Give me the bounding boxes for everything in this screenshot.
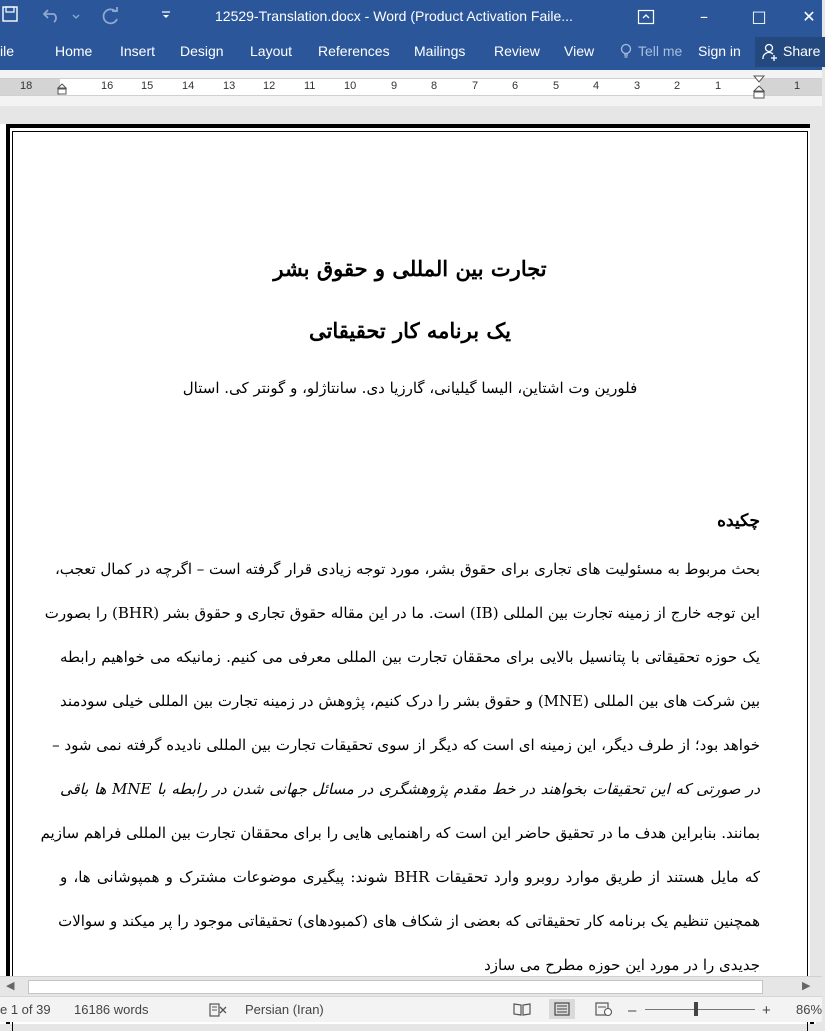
ruler-number: 18 [20,80,33,92]
abstract-line[interactable]: یک حوزه تحقیقاتی با پتانسیل بالایی برای محققان تجارت بین المللی معرفی می کنیم. زمانیکه می خواهیم رابطه [60,648,760,666]
abstract-line[interactable]: جدیدی را در مورد این حوزه مطرح می سازد [484,956,760,974]
document-title[interactable]: تجارت بین المللی و حقوق بشر [273,256,547,281]
zoom-out-button[interactable]: – [628,1002,637,1019]
page-count[interactable]: e 1 of 39 [0,1002,51,1017]
customize-qat-icon[interactable] [160,6,172,28]
zoom-in-button[interactable]: + [762,1002,771,1019]
zoom-slider-thumb[interactable] [694,1002,698,1016]
share-button[interactable] [755,37,825,67]
person-add-icon [761,43,779,66]
document-subtitle[interactable]: یک برنامه کار تحقیقاتی [308,318,512,343]
ruler-number: 6 [512,80,519,92]
tab-layout[interactable]: Layout [250,43,293,59]
ruler-number: 2 [674,80,681,92]
ruler-number: 15 [141,80,154,92]
tab-insert[interactable]: Insert [120,43,156,59]
abstract-line[interactable]: بمانند. بنابراین هدف ما در تحقیق حاضر این است که راهنمایی هایی را برای محققان تجارت بین المللی فراهم سازیم [40,824,760,842]
tab-review[interactable]: Review [494,43,540,59]
minimize-button[interactable]: – [700,7,708,26]
window-title: 12529-Translation.docx - Word (Product Activation Faile... [215,8,573,24]
abstract-heading[interactable]: چکیده [717,511,760,531]
ribbon-display-options-icon[interactable] [632,4,660,30]
abstract-line[interactable]: این توجه خارج از زمینه تجارت بین المللی (IB) است. ما در این مقاله حقوق تجاری و حقوق بشر (BHR) را بصورت [44,604,760,622]
ruler-number: 10 [344,80,357,92]
undo-icon[interactable] [42,6,62,28]
ribbon-tab-bar [0,34,822,70]
abstract-line[interactable]: خواهد بود؛ از طرف دیگر، این زمینه ای است که دیگر از سوی تحقیقات تجارت بین المللی نادیده گرفته نمی شود – [52,736,760,754]
sign-in-link[interactable]: Sign in [698,43,741,59]
maximize-button[interactable]: □ [751,7,767,26]
abstract-line[interactable]: بین شرکت های بین المللی (MNE) و حقوق بشر را درک کنیم، پژوهش در زمینه تجارت بین المللی خیلی سودمند [60,692,760,710]
proofing-errors-icon[interactable] [209,1002,227,1021]
first-line-indent-marker[interactable] [753,75,765,107]
page[interactable] [0,124,816,1024]
tell-me-input[interactable]: Tell me [638,43,683,59]
scroll-left-icon[interactable]: ◀ [6,979,15,992]
tab-file[interactable]: ile [0,43,15,59]
save-icon[interactable] [2,6,18,26]
ruler-number: 13 [223,80,236,92]
language-indicator[interactable]: Persian (Iran) [245,1002,324,1017]
ruler-number: 9 [391,80,398,92]
ruler-number: 16 [101,80,114,92]
tab-home[interactable]: Home [55,43,93,59]
word-count[interactable]: 16186 words [74,1002,149,1017]
ruler-number: 14 [182,80,195,92]
abstract-line[interactable]: همچنین تنظیم یک برنامه کار تحقیقاتی که بعضی از شکاف های (کمبودهای) تحقیقاتی موجود را پر میکند و سوالات [58,912,760,930]
zoom-slider-track[interactable] [645,1009,755,1010]
ruler-number: 12 [263,80,276,92]
document-canvas[interactable] [0,106,822,976]
web-layout-icon[interactable] [595,1002,613,1019]
ruler-number: 8 [431,80,438,92]
undo-dropdown-icon[interactable] [72,6,80,28]
abstract-line[interactable]: بحث مربوط به مسئولیت های تجاری برای حقوق بشر، مورد توجه زیادی قرار گرفته است – اگرچه در کمال تعجب، [54,560,760,578]
print-layout-icon[interactable] [554,1002,570,1019]
title-bar [0,0,822,34]
ruler-number: 3 [634,80,641,92]
read-mode-icon[interactable] [513,1002,531,1019]
tab-view[interactable]: View [564,43,595,59]
redo-icon[interactable] [101,6,121,30]
document-authors[interactable]: فلورین وت اشتاین، الیسا گیلیانی، گارزیا دی. سانتاژلو، و گونتر کی. استال [182,379,638,397]
ruler-number: 1 [715,80,722,92]
vertical-scrollbar[interactable] [810,106,822,976]
ruler-number: 4 [593,80,600,92]
ruler-margin-right [760,79,822,95]
tab-design[interactable]: Design [180,43,224,59]
close-button[interactable]: ✕ [802,7,816,26]
share-label: Share [783,43,821,59]
ruler-number: 5 [553,80,560,92]
right-indent-marker[interactable] [57,81,67,100]
tab-references[interactable]: References [318,43,390,59]
ruler-number: 1 [794,80,801,92]
ruler-number: 11 [304,80,316,92]
zoom-level[interactable]: 86% [796,1002,823,1017]
status-bar [0,996,822,1022]
horizontal-scrollbar[interactable] [0,976,822,996]
tab-mailings[interactable]: Mailings [414,43,466,59]
ruler-number: 7 [472,80,479,92]
lightbulb-icon [620,43,632,62]
scroll-right-icon[interactable]: ▶ [802,979,811,992]
horizontal-scroll-thumb[interactable] [28,980,763,994]
horizontal-ruler[interactable] [0,78,822,96]
abstract-line[interactable]: که مایل هستند از طریق موارد روبرو وارد تحقیقات BHR شوند: پیگیری موضوعات مشترک و همپوشانی ها، و [60,868,760,886]
abstract-line[interactable]: در صورتی که این تحقیقات بخواهند در خط مقدم پژوهشگری در مسائل جهانی شدن در رابطه با MNE ها باقی [60,780,760,798]
